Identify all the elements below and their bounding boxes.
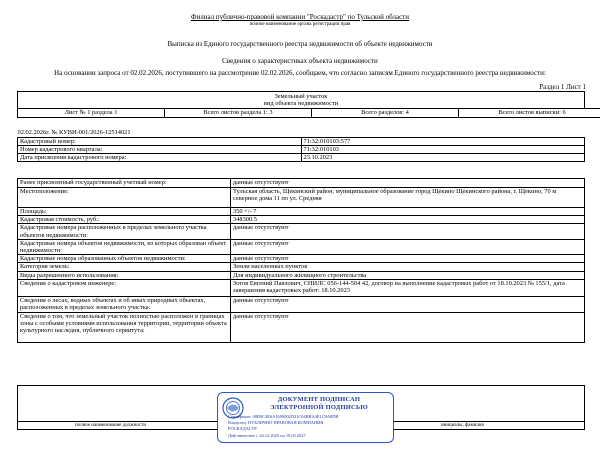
row-label: Местоположение: bbox=[18, 188, 231, 208]
table-row bbox=[18, 271, 585, 279]
total-sections: Всего разделов: 4 bbox=[312, 109, 459, 118]
sheet-number: Лист № 1 раздела 1 bbox=[18, 109, 165, 118]
row-label: Категория земель: bbox=[18, 263, 231, 271]
row-label: Площадь: bbox=[18, 208, 231, 216]
position-caption: полное наименование должности bbox=[75, 423, 147, 428]
sheets-in-section: Всего листов раздела 1: 3 bbox=[165, 109, 312, 118]
row-label: Кадастровая стоимость, руб.: bbox=[18, 216, 231, 224]
sheet-info-table bbox=[17, 108, 600, 118]
table-row bbox=[18, 279, 585, 296]
stamp-subtitle: ЭЛЕКТРОННОЙ ПОДПИСЬЮ bbox=[270, 404, 368, 411]
stamp-validity: Действителен: с 24.12.2025 по 19.03.2027 bbox=[228, 433, 306, 438]
row-label: Кадастровые номера расположенных в пределах земельного участка объектов недвижимости: bbox=[18, 224, 231, 239]
row-value: данные отсутствуют bbox=[231, 255, 585, 263]
org-name: Филиал публично-правовой компании "Роскадастр" по Тульской области bbox=[191, 13, 409, 21]
row-value: Для индивидуального жилищного строительства bbox=[231, 271, 585, 279]
stamp-certificate: Сертификат: 00B9C4E6A1690002D31C04BBA4E1C9A8DB bbox=[228, 414, 339, 419]
document-number: 02.02.2026г. № КУВИ-001/2026-12514021 bbox=[17, 129, 131, 136]
table-row bbox=[18, 208, 585, 216]
row-value: 23.10.2023 bbox=[301, 153, 585, 161]
row-value: Тульская область, Щекинский район, муниципальное образование город Щекино Щекинского района, г. Щекино, 70 м северное дома 11 по ул. Средняя bbox=[231, 188, 585, 208]
row-value: данные отсутствуют bbox=[231, 239, 585, 254]
org-caption: полное наименование органа регистрации прав bbox=[249, 22, 351, 27]
table-row bbox=[18, 312, 585, 342]
object-type-caption: вид объекта недвижимости bbox=[263, 100, 339, 108]
row-value: данные отсутствуют bbox=[231, 224, 585, 239]
object-type-table bbox=[17, 91, 585, 109]
row-value: Зотов Евгений Павлович, СНИЛС 056-144-504 42, договор на выполнение кадастровых работ от 18.10.2023 № 155/1, дата завершения кадастровых работ: 18.10.2023 bbox=[231, 279, 585, 296]
row-label: Дата присвоения кадастрового номера: bbox=[18, 153, 302, 161]
row-value: 71:32:010103 bbox=[301, 145, 585, 153]
row-value: данные отсутствуют bbox=[231, 179, 585, 188]
table-row bbox=[18, 239, 585, 254]
object-type: Земельный участок bbox=[274, 93, 328, 101]
name-caption: инициалы, фамилия bbox=[441, 423, 484, 428]
main-info-table bbox=[17, 129, 585, 162]
table-row bbox=[18, 137, 585, 145]
row-value: 348300.5 bbox=[231, 216, 585, 224]
row-label: Кадастровые номера объектов недвижимости, из которых образован объект недвижимости: bbox=[18, 239, 231, 254]
row-value: 71:32:010103:577 bbox=[301, 137, 585, 145]
table-row bbox=[18, 188, 585, 208]
row-label: Виды разрешенного использования: bbox=[18, 271, 231, 279]
row-label: Ранее присвоенный государственный учетный номер: bbox=[18, 179, 231, 188]
row-label: Сведения о лесах, водных объектах и об иных природных объектах, расположенных в пределах земельного участка: bbox=[18, 296, 231, 312]
document-subtitle: Сведения о характеристиках объекта недвижимости bbox=[222, 57, 378, 65]
row-value: 350 +/- 7 bbox=[231, 208, 585, 216]
row-label: Номер кадастрового квартала: bbox=[18, 145, 302, 153]
table-row bbox=[18, 263, 585, 271]
table-row bbox=[18, 179, 585, 188]
row-value: данные отсутствуют bbox=[231, 296, 585, 312]
stamp-owner: Владелец: ПУБЛИЧНО-ПРАВОВАЯ КОМПАНИЯ bbox=[228, 420, 324, 425]
total-sheets: Всего листов выписки: 6 bbox=[459, 109, 600, 118]
row-label: Кадастровые номера образованных объектов недвижимости: bbox=[18, 255, 231, 263]
document-title: Выписка из Единого государственного реестра недвижимости об объекте недвижимости bbox=[167, 40, 433, 48]
table-row bbox=[18, 255, 585, 263]
intro-text: На основании запроса от 02.02.2026, поступившего на рассмотрение 02.02.2026, сообщаем, что согласно записям Единого государственного реестра недвижимости: bbox=[54, 69, 546, 77]
row-label: Сведения о кадастровом инженере: bbox=[18, 279, 231, 296]
stamp-owner-name: РОСКАДАСТР bbox=[228, 426, 257, 431]
stamp-title: ДОКУМЕНТ ПОДПИСАН bbox=[277, 396, 361, 403]
table-row bbox=[18, 153, 585, 161]
table-row bbox=[18, 296, 585, 312]
table-row bbox=[18, 216, 585, 224]
detail-table bbox=[17, 178, 585, 343]
row-label: Сведения о том, что земельный участок полностью расположен в границах зоны с особыми условиями использования территории, территории объекта культурного наследия, публичного сервитута: bbox=[18, 312, 231, 342]
row-value: данные отсутствуют bbox=[231, 312, 585, 342]
electronic-signature-stamp bbox=[217, 392, 394, 443]
table-row bbox=[18, 145, 585, 153]
row-value: Земли населенных пунктов bbox=[231, 263, 585, 271]
section-label: Раздел 1 Лист 1 bbox=[539, 83, 586, 91]
row-label: Кадастровый номер: bbox=[18, 137, 302, 145]
table-row bbox=[18, 224, 585, 239]
